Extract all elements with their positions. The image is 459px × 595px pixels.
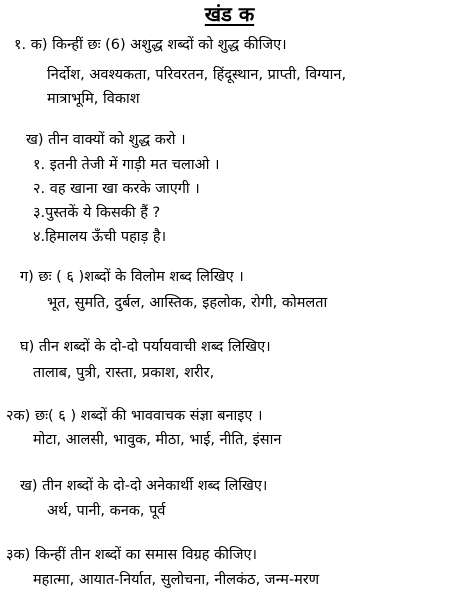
question-1-line-1: निर्दोश, अवश्यकता, परिवरतन, हिंदूस्थान, प्राप्ती, विग्यान, [47, 67, 347, 83]
section-title: खंड क [204, 2, 255, 26]
question-2-line-2: २. वह खाना खा करके जाएगी । [33, 181, 200, 197]
question-7-line-1: महात्मा, आयात-निर्यात, सुलोचना, नीलकंठ, जन्म-मरण [33, 572, 320, 588]
question-6-heading: ख) तीन शब्दों के दो-दो अनेकार्थी शब्द लिखिए। [20, 478, 268, 494]
question-1-line-2: मात्राभूमि, विकाश [47, 91, 140, 107]
question-4-line-1: तालाब, पुत्री, रास्ता, प्रकाश, शरीर, [33, 365, 215, 381]
question-1-heading: १. क) किन्हीं छः (6) अशुद्ध शब्दों को शुद्ध कीजिए। [14, 37, 287, 53]
question-3-heading: ग) छः ( ६ )शब्दों के विलोम शब्द लिखिए । [20, 269, 244, 285]
question-2-line-1: १. इतनी तेजी में गाड़ी मत चलाओ । [33, 157, 220, 173]
question-6-line-1: अर्थ, पानी, कनक, पूर्व [47, 503, 166, 519]
question-2-line-3: ३.पुस्तकें ये किसकी हैं ? [33, 205, 161, 221]
question-5-heading: २क) छः( ६ ) शब्दों की भाववाचक संज्ञा बनाइए । [6, 408, 263, 424]
question-2-line-4: ४.हिमालय ऊँची पहाड़ है। [33, 229, 167, 245]
question-4-heading: घ) तीन शब्दों के दो-दो पर्यायवाची शब्द लिखिए। [20, 339, 271, 355]
question-2-heading: ख) तीन वाक्यों को शुद्ध करो । [26, 132, 186, 148]
question-7-heading: ३क) किन्हीं तीन शब्दों का समास विग्रह कीजिए। [6, 547, 258, 563]
question-5-line-1: मोटा, आलसी, भावुक, मीठा, भाई, नीति, इंसान [33, 432, 282, 448]
question-3-line-1: भूत, सुमति, दुर्बल, आस्तिक, इहलोक, रोगी, कोमलता [47, 295, 328, 311]
